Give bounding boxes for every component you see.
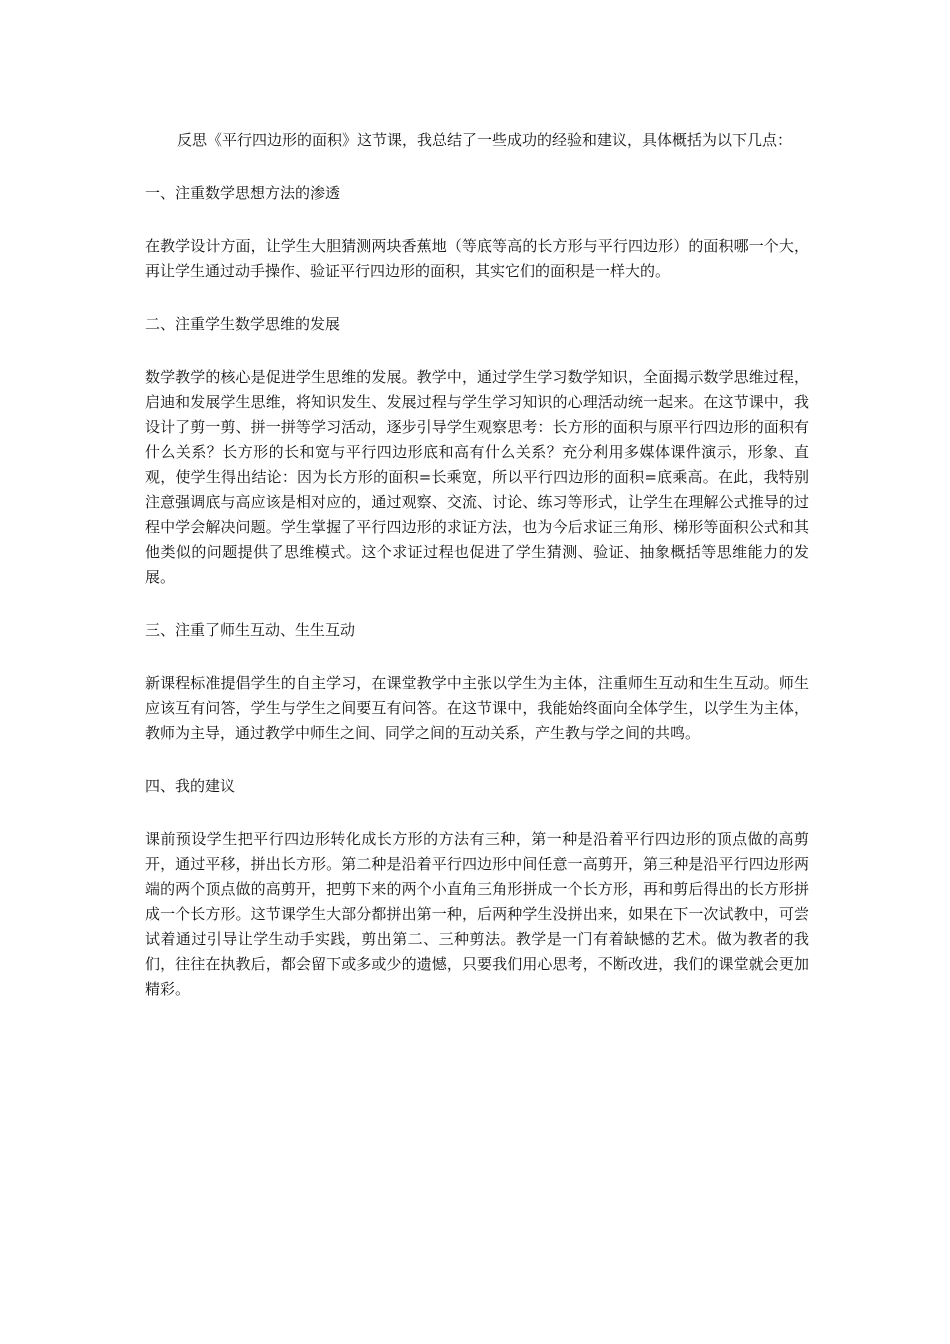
- document-content: [145, 128, 809, 1002]
- section-body-3: 新课程标准提倡学生的自主学习，在课堂教学中主张以学生为主体，注重师生互动和生生互动。师生应该互有问答，学生与学生之间要互有问答。在这节课中，我能始终面向全体学生，以学生为主体，教师为主导，通过教学中师生之间、同学之间的互动关系，产生教与学之间的共鸣。: [145, 674, 809, 742]
- section-body-4: 课前预设学生把平行四边形转化成长方形的方法有三种，第一种是沿着平行四边形的顶点做的高剪开，通过平移，拼出长方形。第二种是沿着平行四边形中间任意一高剪开，第三种是沿平行四边形两端的两个顶点做的高剪开，把剪下来的两个小直角三角形拼成一个长方形，再和剪后得出的长方形拼成一个长方形。这节课学生大部分都拼出第一种，后两种学生没拼出来，如果在下一次试教中，可尝试着通过引导让学生动手实践，剪出第二、三种剪法。教学是一门有着缺憾的艺术。做为教者的我们，往往在执教后，都会留下或多或少的遗憾，只要我们用心思考，不断改进，我们的课堂就会更加精彩。: [145, 830, 809, 998]
- section-heading-1: 一、注重数学思想方法的渗透: [145, 184, 341, 202]
- section-body-2: 数学教学的核心是促进学生思维的发展。教学中，通过学生学习数学知识，全面揭示数学思维过程，启迪和发展学生思维，将知识发生、发展过程与学生学习知识的心理活动统一起来。在这节课中，我设计了剪一剪、拼一拼等学习活动，逐步引导学生观察思考：长方形的面积与原平行四边形的面积有什么关系？长方形的长和宽与平行四边形底和高有什么关系？充分利用多媒体课件演示，形象、直观，使学生得出结论：因为长方形的面积=长乘宽，所以平行四边形的面积=底乘高。在此，我特别注意强调底与高应该是相对应的，通过观察、交流、讨论、练习等形式，让学生在理解公式推导的过程中学会解决问题。学生掌握了平行四边形的求证方法，也为今后求证三角形、梯形等面积公式和其他类似的问题提供了思维模式。这个求证过程也促进了学生猜测、验证、抽象概括等思维能力的发展。: [145, 368, 809, 586]
- intro-paragraph: 反思《平行四边形的面积》这节课，我总结了一些成功的经验和建议，具体概括为以下几点：: [177, 131, 793, 149]
- section-heading-2: 二、注重学生数学思维的发展: [145, 315, 341, 333]
- section-heading-4: 四、我的建议: [145, 777, 236, 795]
- section-body-1: 在教学设计方面，让学生大胆猜测两块香蕉地（等底等高的长方形与平行四边形）的面积哪一个大，再让学生通过动手操作、验证平行四边形的面积，其实它们的面积是一样大的。: [145, 237, 809, 280]
- section-heading-3: 三、注重了师生互动、生生互动: [145, 621, 356, 639]
